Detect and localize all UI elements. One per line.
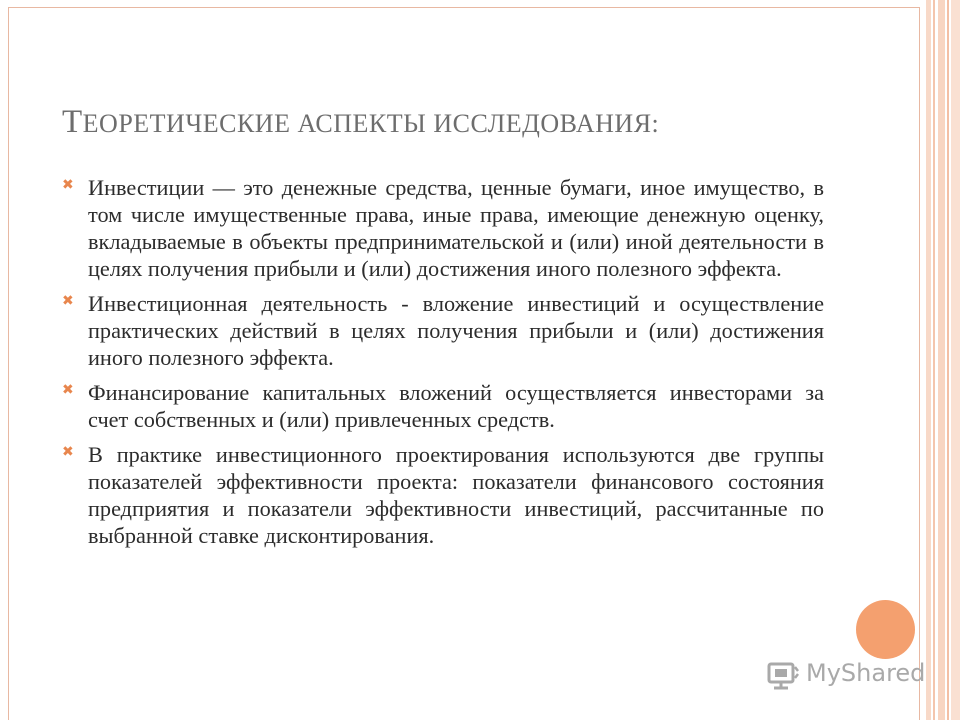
bullet-item <box>62 290 824 371</box>
bullet-text: Финансирование капитальных вложений осуществляется инвесторами за счет собственных и (или) привлеченных средств. <box>88 380 824 432</box>
bullet-list <box>62 174 824 557</box>
bullet-item <box>62 174 824 282</box>
bullet-text: Инвестиции — это денежные средства, ценные бумаги, иное имущество, в том числе имущественные права, иные права, имеющие денежную оценку, вкладываемые в объекты предпринимательской и (или) иной деятельности в целях получения прибыли и (или) достижения иного полезного эффекта. <box>88 175 824 281</box>
decorative-circle <box>856 600 915 659</box>
slide-title-first-letter: Т <box>62 104 83 140</box>
slide-title-rest: ЕОРЕТИЧЕСКИЕ АСПЕКТЫ ИССЛЕДОВАНИЯ: <box>82 109 660 138</box>
myshared-watermark[interactable] <box>766 656 926 692</box>
slide-title <box>62 104 659 141</box>
bullet-item <box>62 379 824 433</box>
decorative-stripe <box>938 0 945 720</box>
bullet-text: В практике инвестиционного проектирования используются две группы показателей эффективности проекта: показатели финансового состояния предприятия и показатели эффективности инвестиций, рассчитанные по выбранной ставке дисконтирования. <box>88 442 824 548</box>
bullet-text: Инвестиционная деятельность - вложение инвестиций и осуществление практических действий в целях получения прибыли и (или) достижения иного полезного эффекта. <box>88 291 824 370</box>
bullet-marker-icon: ✖ <box>62 382 74 398</box>
decorative-stripe <box>933 0 935 720</box>
watermark-text: MyShared <box>806 659 926 687</box>
bullet-marker-icon: ✖ <box>62 177 74 193</box>
decorative-stripe <box>951 0 960 720</box>
decorative-stripe <box>947 0 949 720</box>
bullet-item <box>62 441 824 549</box>
myshared-logo-icon <box>766 657 800 691</box>
decorative-stripe <box>926 0 931 720</box>
bullet-marker-icon: ✖ <box>62 444 74 460</box>
bullet-marker-icon: ✖ <box>62 293 74 309</box>
